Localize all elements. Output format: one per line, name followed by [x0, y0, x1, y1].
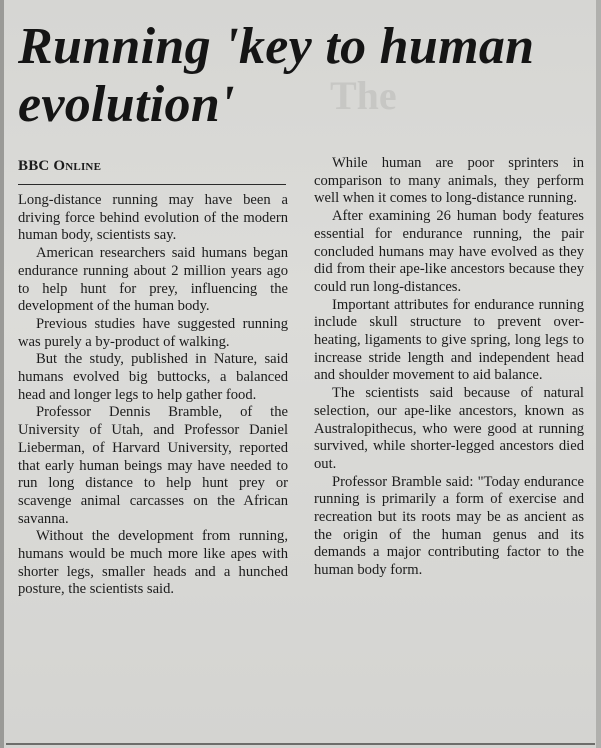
- paragraph: Important attributes for endurance running include skull structure to prevent over-heating, ligaments to give spring, long legs to increase stride length and independent head and shoulder movement to aid balance.: [314, 296, 584, 384]
- paragraph: Professor Dennis Bramble, of the University of Utah, and Professor Daniel Lieberman, of Harvard University, reported that early human beings may have needed to run long distance to help hunt prey or scavenge animal carcasses on the African savanna.: [18, 404, 288, 527]
- paragraph: While human are poor sprinters in comparison to many animals, they perform well when it comes to long-distance running.: [314, 155, 584, 207]
- paragraph: After examining 26 human body features essential for endurance running, the pair concluded humans may have evolved as they did from their ape-like ancestors because they could run long-distances.: [314, 208, 584, 295]
- show-through-bleed: The: [330, 73, 397, 118]
- byline-rule: [18, 184, 286, 185]
- left-edge: [0, 0, 4, 748]
- paragraph: Without the development from running, humans would be much more like apes with shorter legs, smaller heads and a hunched posture, the scientists said.: [18, 528, 288, 598]
- paragraph: Professor Bramble said: "Today endurance running is primarily a form of exercise and recreation but its roots may be as ancient as the origin of the human genus and its demands a major contributing factor to the human body form.: [314, 473, 584, 579]
- right-edge: [596, 0, 601, 748]
- article-column-right: [314, 155, 584, 580]
- paragraph: American researchers said humans began endurance running about 2 million years ago to help hunt for prey, influencing the development of the human body.: [18, 245, 288, 315]
- paragraph: Long-distance running may have been a driving force behind evolution of the modern human body, scientists say.: [18, 192, 288, 244]
- article-column-left: [18, 192, 288, 599]
- headline: Running 'key to human evolution': [18, 18, 535, 133]
- bottom-rule: [6, 743, 595, 745]
- paragraph: Previous studies have suggested running was purely a by-product of walking.: [18, 315, 288, 350]
- paragraph: But the study, published in Nature, said humans evolved big buttocks, a balanced head and longer legs to help gather food.: [18, 351, 288, 403]
- byline: BBC Online: [18, 158, 102, 174]
- paragraph: The scientists said because of natural selection, our ape-like ancestors, known as Australopithecus, who were good at running survived, while shorter-legged ancestors died out.: [314, 385, 584, 472]
